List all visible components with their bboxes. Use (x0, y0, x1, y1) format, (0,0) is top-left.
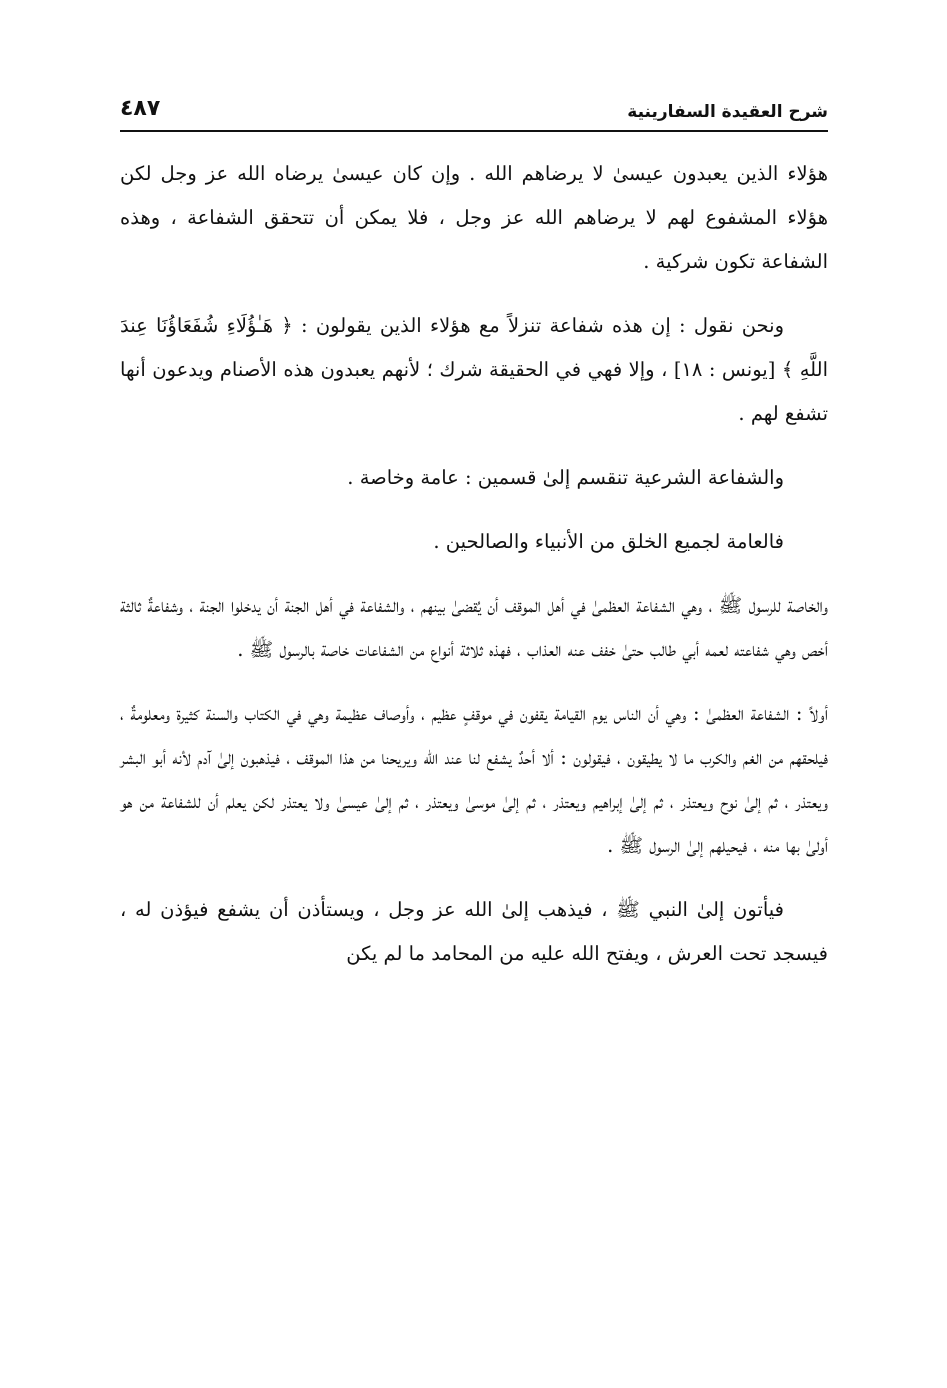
paragraph-prophet-prostration: فيأتون إلىٰ النبي ﷺ ، فيذهب إلىٰ الله عز وجل ، ويستأذن أن يشفع فيؤذن له ، فيسجد تحت العرش ، ويفتح الله عليه من المحامد ما لم يكن (120, 898, 828, 965)
page-number: ٤٨٧ (120, 96, 161, 121)
paragraph-two-types: والشفاعة الشرعية تنقسم إلىٰ قسمين : عامة وخاصة . (347, 466, 784, 489)
paragraph-quran-citation: ونحن نقول : إن هذه شفاعة تنزلاً مع هؤلاء الذين يقولون : ﴿ هَـٰؤُلَاءِ شُفَعَاؤُنَا عِندَ اللَّهِ ﴾ [يونس : ١٨] ، وإلا فهي في الحقيقة شرك ؛ لأنهم يعبدون هذه الأصنام ويدعون أنها تشفع لهم . (120, 314, 828, 425)
page-body (120, 152, 828, 996)
page-header (120, 96, 828, 132)
paragraph-great-intercession: أولاً : الشفاعة العظمىٰ : وهي أن الناس يوم القيامة يقفون في موقفٍ عظيم ، وأوصاف عظيمة وهي في الكتاب والسنة كثيرة ومعلومةٌ ، فيلحقهم من الغم والكرب ما لا يطيقون ، فيقولون : ألا أحدٌ يشفع لنا عند الله ويريحنا من هذا الموقف ، فيذهبون إلىٰ آدم لأنه أبو البشر ويعتذر ، ثم إلىٰ نوح ويعتذر ، ثم إلىٰ إبراهيم ويعتذر ، ثم إلىٰ موسىٰ ويعتذر ، ثم إلىٰ عيسىٰ ولا يعتذر لكن يعلم أن للشفاعة من هو أولىٰ بها منه ، فيحيلهم إلىٰ الرسول ﷺ . (120, 702, 828, 857)
paragraph-special-intercession: والخاصة للرسول ﷺ ، وهي الشفاعة العظمىٰ في أهل الموقف أن يُقضىٰ بينهم ، والشفاعة في أهل الجنة أن يدخلوا الجنة ، وشفاعةٌ ثالثة أخص وهي شفاعته لعمه أبي طالب حتىٰ خفف عنه العذاب ، فهذه ثلاثة أنواع من الشفاعات خاصة بالرسول ﷺ . (120, 594, 828, 661)
paragraph-intercession-polytheistic: هؤلاء الذين يعبدون عيسىٰ لا يرضاهم الله . وإن كان عيسىٰ يرضاه الله عز وجل لكن هؤلاء المشفوع لهم لا يرضاهم الله عز وجل ، فلا يمكن أن تتحقق الشفاعة ، وهذه الشفاعة تكون شركية . (120, 162, 828, 273)
paragraph-general-intercession: فالعامة لجميع الخلق من الأنبياء والصالحين . (433, 530, 784, 553)
running-title: شرح العقيدة السفارينية (627, 102, 828, 122)
